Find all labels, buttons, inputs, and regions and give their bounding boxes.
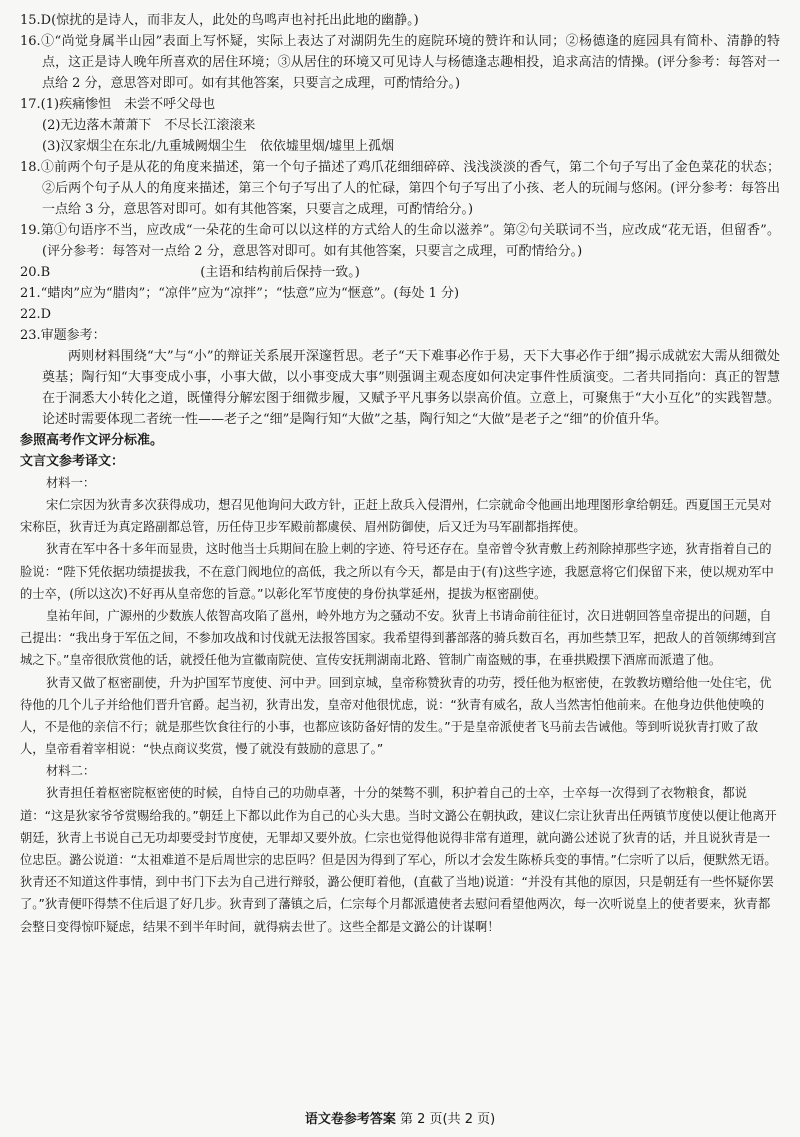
answer-17-2: (2)无边落木萧萧下 不尽长江滚滚来: [42, 118, 256, 133]
answer-23-heading: 23.审题参考：: [20, 328, 106, 343]
material2-para: 狄青担任着枢密院枢密使的时候，自恃自己的功勋卓著，十分的桀骜不驯，积护着自己的士卒，士卒每一次得到了衣物粮食，都说道：“这是狄家爷爷赏赐给我的。”朝廷上下都以此作为自己的心头大患。当时文潞公在朝执政，建议仁宗让狄青出任两镇节度使以便让他离开朝廷，狄青上书说自己无功却要受封节度使，无罪却又要外放。仁宗也觉得他说得非常有道理，就向潞公述说了狄青的话，并且说狄青是一位忠臣。潞公说道：“太祖难道不是后周世宗的忠臣吗？但是因为得到了军心，所以才会发生陈桥兵变的事情。”仁宗听了以后，便默然无语。狄青还不知道这件事情，到中书门下去为自己进行辩驳，潞公便盯着他，(直截了当地)说道：“并没有其他的原因，只是朝廷有一些怀疑你罢了。”狄青便吓得禁不住后退了好几步。狄青到了藩镇之后，仁宗每个月都派遣使者去慰问看望他两次，每一次听说皇上的使者要来，狄青都会整日变得惊吓疑虑，结果不到半年时间，就得病去世了。这些全都是文潞公的计谋啊！: [20, 786, 777, 934]
footer-page: 第 2 页(共 2 页): [399, 1112, 496, 1127]
answer-23-body: 两则材料围绕“大”与“小”的辩证关系展开深邃哲思。老子“天下难事必作于易，天下大事必作于细”揭示成就宏大需从细微处奠基；陶行知“大事变成小事，小事大做，以小事变成大事”则强调主观态度如何决定事件性质演变。二者共同指向：真正的智慧在于洞悉大小转化之道，既懂得分解宏图于细微步履，又赋予平凡事务以崇高价值。立意上，可聚焦于“大小互化”的实践智慧。论述时需要体现二者统一性——老子之“细”是陶行知“大做”之基，陶行知之“大做”是老子之“细”的价值升华。: [42, 349, 780, 427]
answer-18: 18.①前两个句子是从花的角度来描述，第一个句子描述了鸡爪花细细碎碎、浅浅淡淡的香气，第二个句子写出了金色菜花的状态；②后两个句子从人的角度来描述，第三个句子写出了人的忙碌，第四个句子写出了小孩、老人的玩闹与悠闲。(评分参考：每答出一点给 3 分，意思答对即可。如有其他答案，只要言之成理，可酌情给分。): [20, 160, 780, 217]
material2-label: 材料二：: [46, 764, 96, 779]
footer-title: 语文卷参考答案: [304, 1112, 396, 1127]
answer-17-3: (3)汉家烟尘在东北/九重城阙烟尘生 依依墟里烟/墟里上孤烟: [42, 139, 395, 154]
material1-label: 材料一：: [46, 476, 96, 490]
material1-para: 宋仁宗因为狄青多次获得成功，想召见他询问大政方针，正赶上敌兵入侵渭州，仁宗就命令他画出地理图形拿给朝廷。西夏国王元昊对宋称臣，狄青迁为真定路副都总管，历任侍卫步军殿前都虞侯、眉州防御使，后又迁为马军副都指挥使。: [20, 498, 772, 535]
material1-para: 狄青又做了枢密副使，升为护国军节度使、河中尹。回到京城，皇帝称赞狄青的功劳，授任他为枢密使，在敦教坊赠给他一处住宅，优待他的几个儿子并给他们晋升官爵。起当初，狄青出发，皇帝对他很忧虑，说：“狄青有威名，敌人当然害怕他前来。在他身边供他使唤的人，不是他的亲信不行；就是那些饮食往行的小事，也都应该防备好情的发生。”于是皇帝派使者飞马前去告诫他。等到听说狄青打败了敌人，皇帝看着宰相说：“快点商议奖赏，慢了就没有鼓励的意思了。”: [20, 675, 772, 757]
essay-standard: 参照高考作文评分标准。: [20, 433, 164, 448]
answer-19: 19.第①句语序不当，应改成“一朵花的生命可以以这样的方式给人的生命以滋养”。第②句关联词不当，应改成“花无语，但留香”。(评分参考：每答对一点给 2 分，意思答对即可。如有其他答案，只要言之成理，可酌情给分。): [20, 223, 780, 259]
material1-para: 狄青在军中各十多年而显贵，这时他当士兵期间在脸上刺的字迹、符号还存在。皇帝曾令狄青敷上药剂除掉那些字迹，狄青指着自己的脸说：“陛下凭依据功绩提拔我，不在意门阀地位的高低，我之所以有今天，都是由于(有)这些字迹，我愿意将它们保留下来，使以规劝军中的士卒，(所以这次)不好再从皇帝您的旨意。”以彰化军节度使的身份执掌延州，提拔为枢密副使。: [20, 542, 774, 601]
answer-16: 16.①“尚觉身属半山园”表面上写怀疑，实际上表达了对湖阴先生的庭院环境的赞许和认同；②杨德逢的庭园具有简朴、清静的特点，这正是诗人晚年所喜欢的居住环境；③从居住的环境又可见诗人与杨德逢志趣相投，追求高洁的情操。(评分参考：每答对一点给 2 分，意思答对即可。如有其他答案，只要言之成理，可酌情给分。): [20, 34, 780, 91]
page-footer: [0, 1108, 800, 1127]
answer-15: 15.D(惊扰的是诗人，而非友人，此处的鸟鸣声也衬托出此地的幽静。): [20, 13, 419, 28]
answer-20-label: 20.B: [20, 265, 51, 280]
answer-22: 22.D: [20, 307, 52, 322]
answer-17-1: 17.(1)疾痛惨怛 未尝不呼父母也: [20, 97, 216, 112]
translation-title: 文言文参考译文：: [20, 454, 125, 469]
material1-para: 皇祐年间，广源州的少数族人侬智高攻陷了邕州，岭外地方为之骚动不安。狄青上书请命前往征讨，次日进朝回答皇帝提出的问题，自己提出：“我出身于军伍之间，不参加攻战和讨伐就无法报答国家。我希望得到蕃部落的骑兵数百名，再加些禁卫军，把敌人的首领绑缚到宫城之下。”皇帝很欣赏他的话，就授任他为宣徽南院使、宣传安抚荆湖南北路、管制广南盗贼的事，在垂拱殿摆下酒席而派遣了他。: [20, 609, 777, 668]
answer-21: 21.“蜡肉”应为“腊肉”；“凉伴”应为“凉拌”；“怯意”应为“惬意”。(每处 1 分): [20, 286, 460, 301]
answer-20-note: (主语和结构前后保持一致。): [200, 265, 360, 280]
answer-20: [20, 262, 780, 283]
